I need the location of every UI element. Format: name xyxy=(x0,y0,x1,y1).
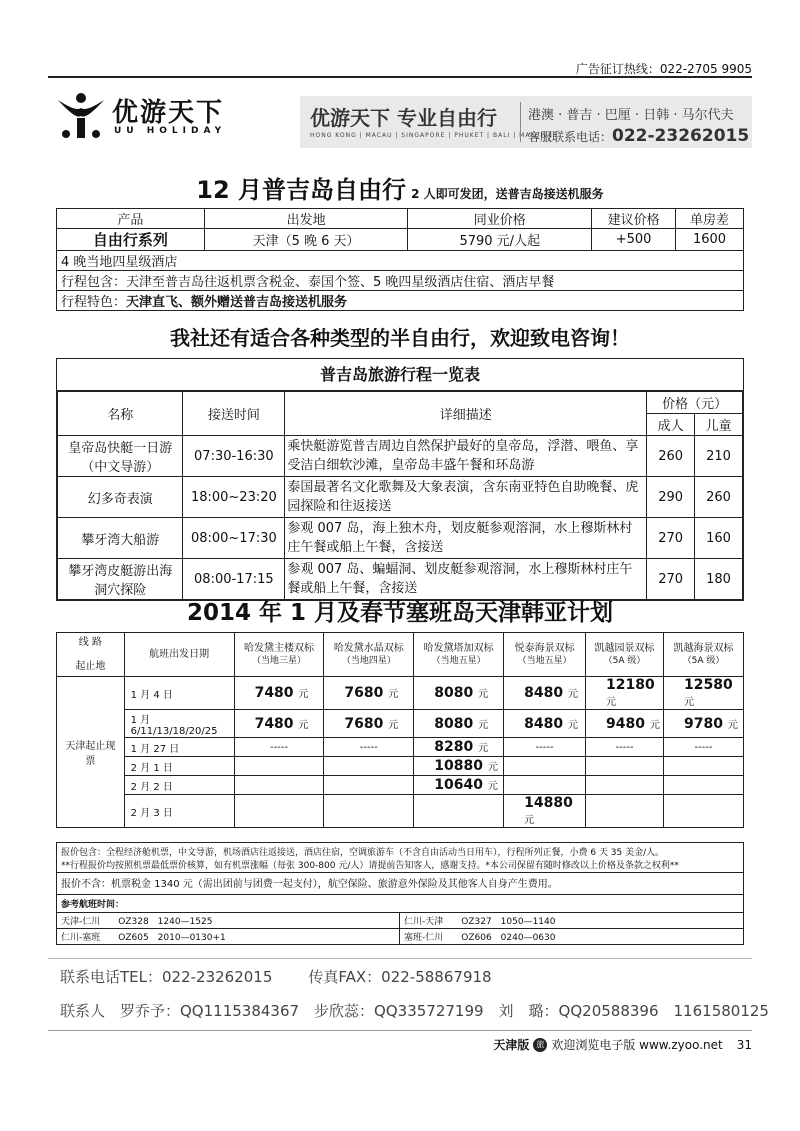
section1-title-main: 12 月普吉岛自由行 xyxy=(196,176,407,204)
price-unit: 元 xyxy=(684,697,694,708)
col-header: 同业价格 xyxy=(408,209,592,229)
price-cell xyxy=(324,710,414,738)
price-value: 7680 xyxy=(344,685,384,701)
price-cell xyxy=(664,677,744,710)
price-unit: 元 xyxy=(388,719,399,731)
tour-name: 皇帝岛快艇一日游（中文导游） xyxy=(58,436,183,477)
includes-text xyxy=(57,842,743,872)
flight-list xyxy=(57,912,743,944)
features-label: 行程特色： xyxy=(61,295,127,310)
price-cell: ----- xyxy=(234,738,324,757)
section3-title: 2014 年 1 月及春节塞班岛天津韩亚计划 xyxy=(186,600,614,626)
header-rule xyxy=(48,76,752,78)
hotel-name: 哈发黛水晶双标 xyxy=(333,642,404,654)
price-cell xyxy=(586,795,664,828)
price-unit: 元 xyxy=(727,719,738,731)
flight-item: 仁川-天津 OZ327 1050—1140 xyxy=(400,912,743,928)
tour-adult-price: 270 xyxy=(647,559,695,600)
tour-name: 幻多奇表演 xyxy=(58,477,183,518)
col-header: 建议价格 xyxy=(592,209,676,229)
price-value: 8480 xyxy=(524,715,564,732)
banner-destinations: 港澳 · 普吉 · 巴厘 · 日韩 · 马尔代夫 xyxy=(528,108,734,123)
price-value: 8280 xyxy=(434,739,474,755)
hotel-grade: （5A 级） xyxy=(603,655,646,666)
price-cell xyxy=(414,710,504,738)
departure-date: 2 月 1 日 xyxy=(124,757,234,776)
price-cell: ----- xyxy=(664,738,744,757)
price-unit: 元 xyxy=(478,689,489,700)
itinerary-table xyxy=(57,391,743,600)
flight-item: 天津-仁川 OZ328 1240—1525 xyxy=(57,912,400,928)
price-unit: 元 xyxy=(298,719,309,731)
hotel-grade: （5A 级） xyxy=(682,655,725,666)
table-row xyxy=(57,710,744,738)
brand-banner xyxy=(300,96,752,148)
price-cell xyxy=(586,710,664,738)
logo-text-en: UU HOLIDAY xyxy=(114,126,227,136)
hotel-name: 凯越园景双标 xyxy=(594,642,655,654)
includes-note: 行程包含：天津至普吉岛往返机票含税金、泰国个签、5 晚四星级酒店住宿、酒店早餐 xyxy=(57,271,744,291)
departure-date: 1 月 27 日 xyxy=(124,738,234,757)
tour-desc: 泰国最著名文化歌舞及大象表演，含东南亚特色自助晚餐、虎园探险和往返接送 xyxy=(285,477,647,518)
footer-rule xyxy=(48,1030,752,1031)
price-cell xyxy=(234,795,324,828)
table-row xyxy=(57,795,744,828)
corner-header xyxy=(57,633,125,677)
price-value: 7480 xyxy=(254,685,294,701)
price-unit: 元 xyxy=(478,743,489,754)
page-number: 31 xyxy=(736,1037,752,1052)
tour-time: 07:30-16:30 xyxy=(183,436,285,477)
col-header: 成人 xyxy=(647,414,695,436)
hotel-note: 4 晚当地四星级酒店 xyxy=(57,251,744,271)
suggested-price-cell: +500 xyxy=(592,229,676,251)
price-cell xyxy=(504,795,586,828)
features-note xyxy=(57,291,744,311)
tour-name: 攀牙湾皮艇游出海 洞穴探险 xyxy=(58,559,183,600)
includes-line: 报价包含：全程经济舱机票，中文导游，机场酒店往返接送，酒店住宿，空调旅游车（不含自由活动当日用车），行程所列正餐，小费 6 天 35 美金/人。 xyxy=(61,848,665,858)
tour-adult-price: 290 xyxy=(647,477,695,518)
hotel-header xyxy=(414,633,504,677)
table-row xyxy=(58,477,743,518)
tour-name: 攀牙湾大船游 xyxy=(58,518,183,559)
price-cell xyxy=(324,776,414,795)
price-note: **行程报价均按照机票最低票价核算，如有机票涨幅（每张 300-800 元/人）请提前告知客人，感谢支持。*本公司保留有随时修改以上价格及条款之权利** xyxy=(61,861,679,871)
banner-phone-label: 客服联系电话： xyxy=(528,130,613,144)
consult-slogan: 我社还有适合各种类型的半自由行，欢迎致电咨询！ xyxy=(170,326,630,350)
price-value: 7680 xyxy=(344,715,384,732)
logo-icon xyxy=(56,90,106,142)
hotel-name: 凯越海景双标 xyxy=(673,642,734,654)
table-header-row xyxy=(57,209,744,229)
price-cell xyxy=(664,795,744,828)
section1-title-sub: 2 人即可发团，送普吉岛接送机服务 xyxy=(411,187,604,201)
hotel-header xyxy=(586,633,664,677)
banner-cities: HONG KONG | MACAU | SINGAPORE | PHUKET | BALI | MALDIVES xyxy=(310,132,558,139)
price-cell xyxy=(324,677,414,710)
price-unit: 元 xyxy=(606,697,617,708)
table-row xyxy=(57,757,744,776)
hotel-grade: （当地五星） xyxy=(517,655,572,666)
price-cell xyxy=(586,677,664,710)
price-cell xyxy=(414,776,504,795)
price-unit: 元 xyxy=(649,719,660,731)
price-unit: 元 xyxy=(567,719,578,731)
col-header: 名称 xyxy=(58,392,183,436)
price-unit: 元 xyxy=(524,815,535,826)
price-cell xyxy=(234,710,324,738)
departure-date: 1 月 4 日 xyxy=(124,677,234,710)
hotel-grade: （当地三星） xyxy=(251,655,306,666)
table-header-row xyxy=(58,392,743,414)
excludes-text: 报价不含：机票税金 1340 元（需出团前与团费一起支付），航空保险、旅游意外保险及其他客人自身产生费用。 xyxy=(57,872,743,894)
price-cell xyxy=(234,776,324,795)
price-value: 14880 xyxy=(524,795,573,811)
price-cell xyxy=(504,757,586,776)
departure-date: 1 月 6/11/13/18/20/25 xyxy=(124,710,234,738)
contact-tel: 联系电话TEL：022-23262015 xyxy=(60,968,273,986)
col-header: 儿童 xyxy=(695,414,743,436)
price-unit: 元 xyxy=(478,719,489,731)
tour-time: 18:00~23:20 xyxy=(183,477,285,518)
price-unit: 元 xyxy=(487,781,498,792)
col-header: 出发地 xyxy=(204,209,408,229)
hotel-header xyxy=(324,633,414,677)
table-row xyxy=(58,518,743,559)
logo-text-cn: 优游天下 xyxy=(112,98,225,128)
price-value: 12580 xyxy=(684,677,733,693)
tour-desc: 乘快艇游览普吉周边自然保护最好的皇帝岛，浮潜、喂鱼、享受洁白细软沙滩，皇帝岛丰盛午餐和环岛游 xyxy=(285,436,647,477)
price-cell: ----- xyxy=(504,738,586,757)
footer-text: 欢迎浏览电子版 www.zyoo.net xyxy=(551,1038,723,1052)
price-cell xyxy=(234,757,324,776)
tour-adult-price: 270 xyxy=(647,518,695,559)
hotel-grade: （当地四星） xyxy=(341,655,396,666)
price-value: 8080 xyxy=(434,715,474,732)
corner-bottom: 起止地 xyxy=(75,660,106,672)
banner-slogan: 优游天下 专业自由行 xyxy=(310,106,497,130)
departure-cell: 天津（5 晚 6 天） xyxy=(204,229,408,251)
itinerary-title: 普吉岛旅游行程一览表 xyxy=(57,359,743,391)
contact-phones xyxy=(60,966,492,987)
tour-adult-price: 260 xyxy=(647,436,695,477)
price-value: 8080 xyxy=(434,685,474,701)
price-unit: 元 xyxy=(298,689,309,700)
flight-item: 仁川-塞班 OZ605 2010—0130+1 xyxy=(57,928,400,944)
price-cell xyxy=(664,776,744,795)
banner-phone-number: 022-23262015 xyxy=(612,126,750,146)
departure-date: 2 月 3 日 xyxy=(124,795,234,828)
price-cell xyxy=(504,710,586,738)
price-cell xyxy=(324,795,414,828)
price-cell xyxy=(414,738,504,757)
price-cell xyxy=(664,757,744,776)
price-cell xyxy=(586,757,664,776)
saipan-notes xyxy=(56,842,744,945)
flight-item: 塞班-仁川 OZ606 0240—0630 xyxy=(400,928,743,944)
ad-hotline: 广告征订热线：022-2705 9905 xyxy=(575,62,752,76)
price-cell xyxy=(504,677,586,710)
phuket-package-table xyxy=(56,208,744,311)
footer-badge-icon: 旅 xyxy=(533,1038,547,1052)
product-cell: 自由行系列 xyxy=(57,229,205,251)
trade-price-cell: 5790 元/人起 xyxy=(408,229,592,251)
footer xyxy=(493,1036,752,1053)
date-header: 航班出发日期 xyxy=(124,633,234,677)
price-value: 10640 xyxy=(434,777,483,793)
banner-divider xyxy=(520,102,521,142)
price-cell xyxy=(324,757,414,776)
hotel-grade: （当地五星） xyxy=(431,655,486,666)
price-cell xyxy=(586,776,664,795)
hotel-name: 哈发黛主楼双标 xyxy=(243,642,314,654)
col-header: 单房差 xyxy=(676,209,744,229)
price-value: 7480 xyxy=(254,715,294,732)
contact-rule xyxy=(48,958,752,959)
hotel-name: 哈发黛塔加双标 xyxy=(423,642,494,654)
table-row xyxy=(57,738,744,757)
flights-title: 参考航班时间： xyxy=(57,894,743,912)
features-text: 天津直飞、额外赠送普吉岛接送机服务 xyxy=(126,295,348,310)
price-unit: 元 xyxy=(567,689,578,700)
price-value: 9480 xyxy=(606,715,646,732)
price-cell xyxy=(664,710,744,738)
footer-edition: 天津版 xyxy=(493,1038,530,1052)
tour-desc: 参观 007 岛、蝙蝠洞、划皮艇参观溶洞，水上穆斯林村庄午餐或船上午餐，含接送 xyxy=(285,559,647,600)
table-row xyxy=(57,776,744,795)
tour-time: 08:00~17:30 xyxy=(183,518,285,559)
hotel-name: 悦泰海景双标 xyxy=(514,642,575,654)
price-cell: ----- xyxy=(324,738,414,757)
table-row xyxy=(58,436,743,477)
saipan-price-table xyxy=(56,632,744,828)
itinerary-table-wrap xyxy=(56,358,744,601)
contact-fax: 传真FAX：022-58867918 xyxy=(308,968,492,986)
logo xyxy=(52,88,252,144)
price-unit: 元 xyxy=(388,689,399,700)
price-value: 9780 xyxy=(684,715,723,732)
departure-date: 2 月 2 日 xyxy=(124,776,234,795)
origin-cell: 天津起止现 票 xyxy=(57,677,125,828)
tour-child-price: 180 xyxy=(695,559,743,600)
price-cell xyxy=(504,776,586,795)
single-supplement-cell: 1600 xyxy=(676,229,744,251)
section1-title xyxy=(0,170,800,205)
col-header: 价格（元） xyxy=(647,392,743,414)
hotel-header xyxy=(664,633,744,677)
price-value: 10880 xyxy=(434,758,483,774)
price-cell: ----- xyxy=(586,738,664,757)
table-header-row xyxy=(57,633,744,677)
tour-time: 08:00-17:15 xyxy=(183,559,285,600)
col-header: 产品 xyxy=(57,209,205,229)
tour-child-price: 210 xyxy=(695,436,743,477)
price-cell xyxy=(414,757,504,776)
contact-persons: 联系人 罗乔予：QQ1115384367 步欣蕊：QQ335727199 刘 璐：QQ20588396 1161580125 xyxy=(60,1002,769,1020)
hotel-header xyxy=(234,633,324,677)
price-value: 8480 xyxy=(524,685,564,701)
table-row xyxy=(57,229,744,251)
hotel-header xyxy=(504,633,586,677)
price-cell xyxy=(234,677,324,710)
tour-child-price: 160 xyxy=(695,518,743,559)
col-header: 接送时间 xyxy=(183,392,285,436)
tour-desc: 参观 007 岛，海上独木舟，划皮艇参观溶洞，水上穆斯林村庄午餐或船上午餐，含接送 xyxy=(285,518,647,559)
col-header: 详细描述 xyxy=(285,392,647,436)
price-cell xyxy=(414,677,504,710)
price-unit: 元 xyxy=(487,762,498,773)
tour-child-price: 260 xyxy=(695,477,743,518)
price-value: 12180 xyxy=(606,677,655,693)
corner-top: 线 路 xyxy=(78,636,102,648)
price-cell xyxy=(414,795,504,828)
table-row xyxy=(57,677,744,710)
banner-phone xyxy=(528,126,749,146)
